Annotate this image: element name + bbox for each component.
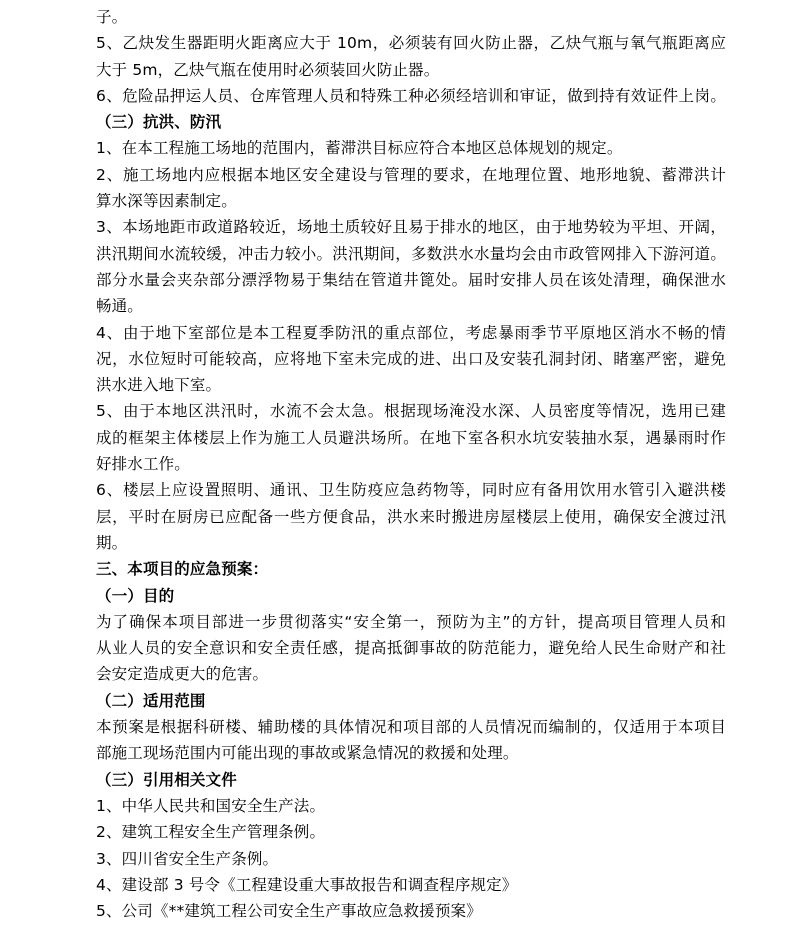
text-line: 为了确保本项目部进一步贯彻落实“安全第一，预防为主”的方针，提高项目管理人员和 <box>96 612 726 631</box>
text-line: 从业人员的安全意识和安全责任感，提高抵御事故的防范能力，避免给人民生命财产和社 <box>96 639 726 658</box>
text-line: 5、由于本地区洪汛时，水流不会太急。根据现场淹没水深、人员密度等情况，选用已建 <box>96 402 726 421</box>
text-line: 洪汛期间水流较缓，冲击力较小。洪汛期间，多数洪水水量均会由市政管网排入下游河道。 <box>96 244 726 263</box>
text-line: 1、中华人民共和国安全生产法。 <box>96 796 326 815</box>
text-line: 子。 <box>96 8 128 26</box>
text-line: 会安定造成更大的危害。 <box>96 665 269 684</box>
text-line: 算水深等因素制定。 <box>96 192 237 211</box>
text-line: 4、建设部 3 号令《工程建设重大事故报告和调查程序规定》 <box>96 875 518 894</box>
text-line: 1、在本工程施工场地的范围内，蓄滞洪目标应符合本地区总体规划的规定。 <box>96 139 623 158</box>
text-line: 期。 <box>96 533 128 552</box>
section-heading: （三）抗洪、防汛 <box>96 113 222 132</box>
section-heading: 三、本项目的应急预案： <box>96 560 269 579</box>
text-line: 况，水位短时可能较高，应将地下室未完成的进、出口及安装孔洞封闭、睹塞严密，避免 <box>96 349 726 368</box>
section-heading: （二）适用范围 <box>96 691 206 710</box>
text-line: 部施工现场范围内可能出现的事故或紧急情况的救援和处理。 <box>96 744 519 763</box>
text-line: 洪水进入地下室。 <box>96 376 222 395</box>
section-heading: （三）引用相关文件 <box>96 770 237 789</box>
text-line: 6、危险品押运人员、仓库管理人员和特殊工种必须经培训和审证，做到持有效证件上岗。 <box>96 86 726 105</box>
text-line: 本预案是根据科研楼、辅助楼的具体情况和项目部的人员情况而编制的，仅适用于本项目 <box>96 718 726 737</box>
section-heading: （一）目的 <box>96 586 175 605</box>
text-line: 3、四川省安全生产条例。 <box>96 849 279 868</box>
document-body <box>96 4 794 924</box>
text-line: 4、由于地下室部位是本工程夏季防汛的重点部位，考虑暴雨季节平原地区消水不畅的情 <box>96 323 726 342</box>
text-line: 3、本场地距市政道路较近，场地土质较好且易于排水的地区，由于地势较为平坦、开阔， <box>96 218 726 237</box>
text-line: 6、楼层上应设置照明、通讯、卫生防疫应急药物等，同时应有备用饮用水管引入避洪楼 <box>96 481 726 500</box>
text-line: 5、乙炔发生器距明火距离应大于 10m，必须装有回火防止器，乙炔气瓶与氧气瓶距离应 <box>96 34 726 53</box>
text-line: 2、施工场地内应根据本地区安全建设与管理的要求，在地理位置、地形地貌、蓄滞洪计 <box>96 165 726 184</box>
text-line: 5、公司《**建筑工程公司安全生产事故应急救援预案》 <box>96 902 482 921</box>
text-line: 畅通。 <box>96 297 143 316</box>
text-line: 大于 5m，乙炔气瓶在使用时必须装回火防止器。 <box>96 60 440 79</box>
text-line: 层，平时在厨房已应配备一些方便食品，洪水来时搬进房屋楼层上使用，确保安全渡过汛 <box>96 507 726 526</box>
text-line: 成的框架主体楼层上作为施工人员避洪场所。在地下室各积水坑安装抽水泵，遇暴雨时作 <box>96 428 726 447</box>
text-line: 好排水工作。 <box>96 455 190 474</box>
text-line: 2、建筑工程安全生产管理条例。 <box>96 823 326 842</box>
text-line: 部分水量会夹杂部分漂浮物易于集结在管道井篦处。届时安排人员在该处清理，确保泄水 <box>96 270 726 289</box>
